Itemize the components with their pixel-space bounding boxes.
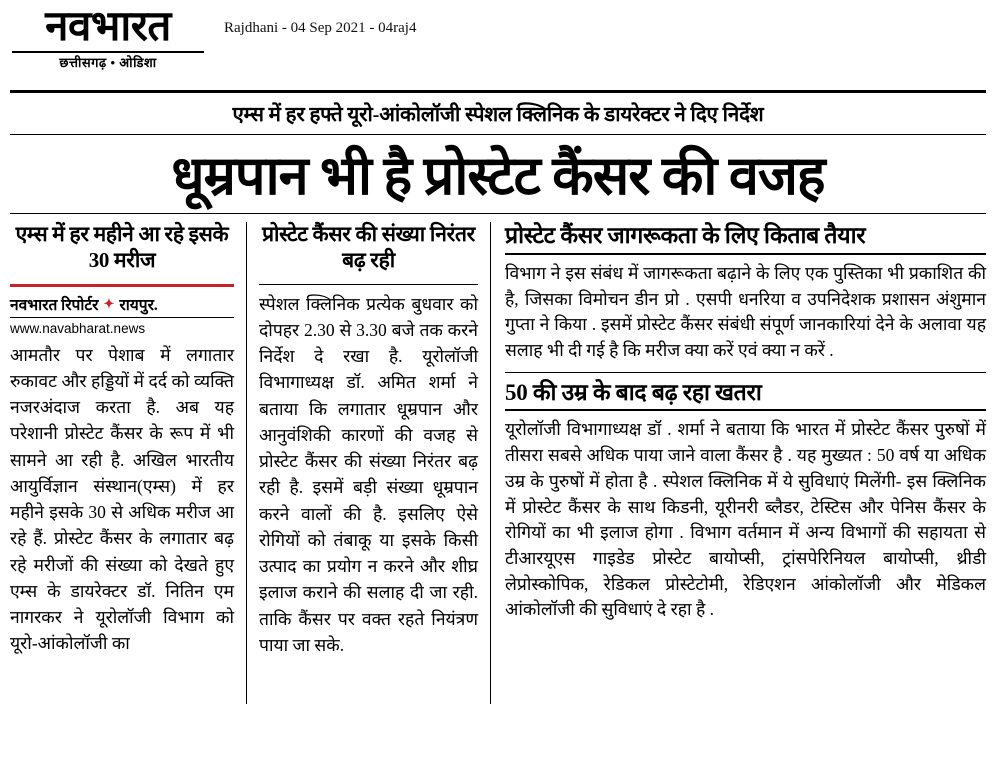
sidebar-text-age: यूरोलॉजी विभागाध्यक्ष डॉ . शर्मा ने बताया कि भारत में प्रोस्टेट कैंसर पुरुषों में तीसरा सबसे अधिक पाया जाने वाला कैंसर है . यह मुख्यत : 50 वर्ष या अधिक उम्र के पुरुषों में होता है . स्पेशल क्लिनिक में ये सुविधाएं मिलेंगी- इस क्लिनिक में प्रोस्टेट कैंसर के साथ किडनी, यूरीनरी ब्लैडर, टेस्टिस और पेनिस कैंसर के रोगियों का भी इलाज होगा . विभाग वर्तमान में अन्य विभागों की सहायता से टीआरयूएस गाइडेड प्रोस्टेट बायोप्सी, ट्रांसपेरिनियल बायोप्सी, थ्रीडी लेप्रोस्कोपिक, रेडिकल प्रोस्टेटोमी, रेडिएशन आंकोलॉजी और मेडिकल आंकोलॉजी की सुविधाएं दे रहा है . — [505, 419, 986, 620]
edition-info: Rajdhani - 04 Sep 2021 - 04raj4 — [224, 20, 417, 36]
website-url[interactable]: www.navabharat.news — [10, 320, 146, 336]
column-one-text: आमतौर पर पेशाब में लगातार रुकावट और हड्डियों में दर्द को व्यक्ति नजरअंदाज करता है. अब यह परेशानी प्रोस्टेट कैंसर के रूप में भी सामने आ रही है. अखिल भारतीय आयुर्विज्ञान संस्थान(एम्स) में हर महीने इसके 30 से अधिक मरीज आ रहे हैं. प्रोस्टेट कैंसर के लगातार बढ़ रहे मरीजों की संख्या को देखते हुए एम्स के डायरेक्टर डॉ. नितिन एम नागरकर ने यूरोलॉजी विभाग को यूरो-आंकोलॉजी का — [10, 344, 234, 654]
byline — [10, 293, 234, 315]
logo-subtitle: छत्तीसगढ़ • ओडिशा — [59, 55, 157, 70]
headline-divider — [10, 213, 986, 214]
byline-place: रायपुर. — [119, 296, 158, 314]
column-two-divider — [259, 284, 478, 285]
byline-divider — [10, 317, 234, 318]
column-two-subhead: प्रोस्टेट कैंसर की संख्या निरंतर बढ़ रही — [262, 222, 475, 272]
column-three — [490, 222, 986, 704]
masthead — [10, 6, 986, 84]
byline-reporter: नवभारत रिपोर्टर — [10, 296, 99, 314]
red-divider — [10, 284, 234, 287]
column-two-text: स्पेशल क्लिनिक प्रत्येक बुधवार को दोपहर 2.30 से 3.30 बजे तक करने निर्देश दे रखा है. यूरोलॉजी विभागाध्यक्ष डॉ. अमित शर्मा ने बताया कि लगातार धूम्रपान और आनुवंशिकी कारणों की वजह से प्रोस्टेट कैंसर की संख्या निरंतर बढ़ रही है. इसमें बड़ी संख्या धूम्रपान करने वालों की है. इसलिए ऐसे रोगियों को तंबाकू या इसके किसी उत्पाद का प्रयोग न करने और शीघ्र इलाज कराने की सलाह दी जा रही. ताकि कैंसर पर वक्त रहते नियंत्रण पाया जा सके. — [259, 293, 478, 655]
sidebar-text-book: विभाग ने इस संबंध में जागरूकता बढ़ाने के लिए एक पुस्तिका भी प्रकाशित की है, जिसका विमोचन डीन प्रो . एसपी धनरिया व उपनिदेशक प्रशासन अंशुमान गुप्ता ने किया . इसमें प्रोस्टेट कैंसर संबंधी संपूर्ण जानकारियां देने के अलावा यह सलाह भी दी गई है कि मरीज क्या करें एवं क्या न करें . — [505, 262, 986, 361]
sidebar-heading-book: प्रोस्टेट कैंसर जागरूकता के लिए किताब तैयार — [505, 223, 866, 249]
sidebar-divider-two — [505, 372, 986, 373]
column-one — [10, 222, 246, 704]
column-one-subhead: एम्स में हर महीने आ रहे इसके 30 मरीज — [15, 222, 229, 272]
sidebar-divider-three — [505, 409, 986, 411]
sidebar-heading-age: 50 की उम्र के बाद बढ़ रहा खतरा — [505, 379, 762, 405]
star-icon: ✦ — [103, 295, 115, 311]
publication-logo — [10, 6, 206, 69]
column-two — [246, 222, 490, 704]
sidebar-divider-one — [505, 253, 986, 255]
kicker-text: एम्स में हर हफ्ते यूरो-आंकोलॉजी स्पेशल क्लिनिक के डायरेक्टर ने दिए निर्देश — [232, 104, 764, 126]
logo-divider — [12, 51, 204, 53]
kicker-band — [10, 90, 986, 135]
logo-title: नवभारत — [45, 4, 171, 50]
article-body — [10, 222, 986, 704]
page-title: धूम्रपान भी है प्रोस्टेट कैंसर की वजह — [171, 146, 825, 206]
